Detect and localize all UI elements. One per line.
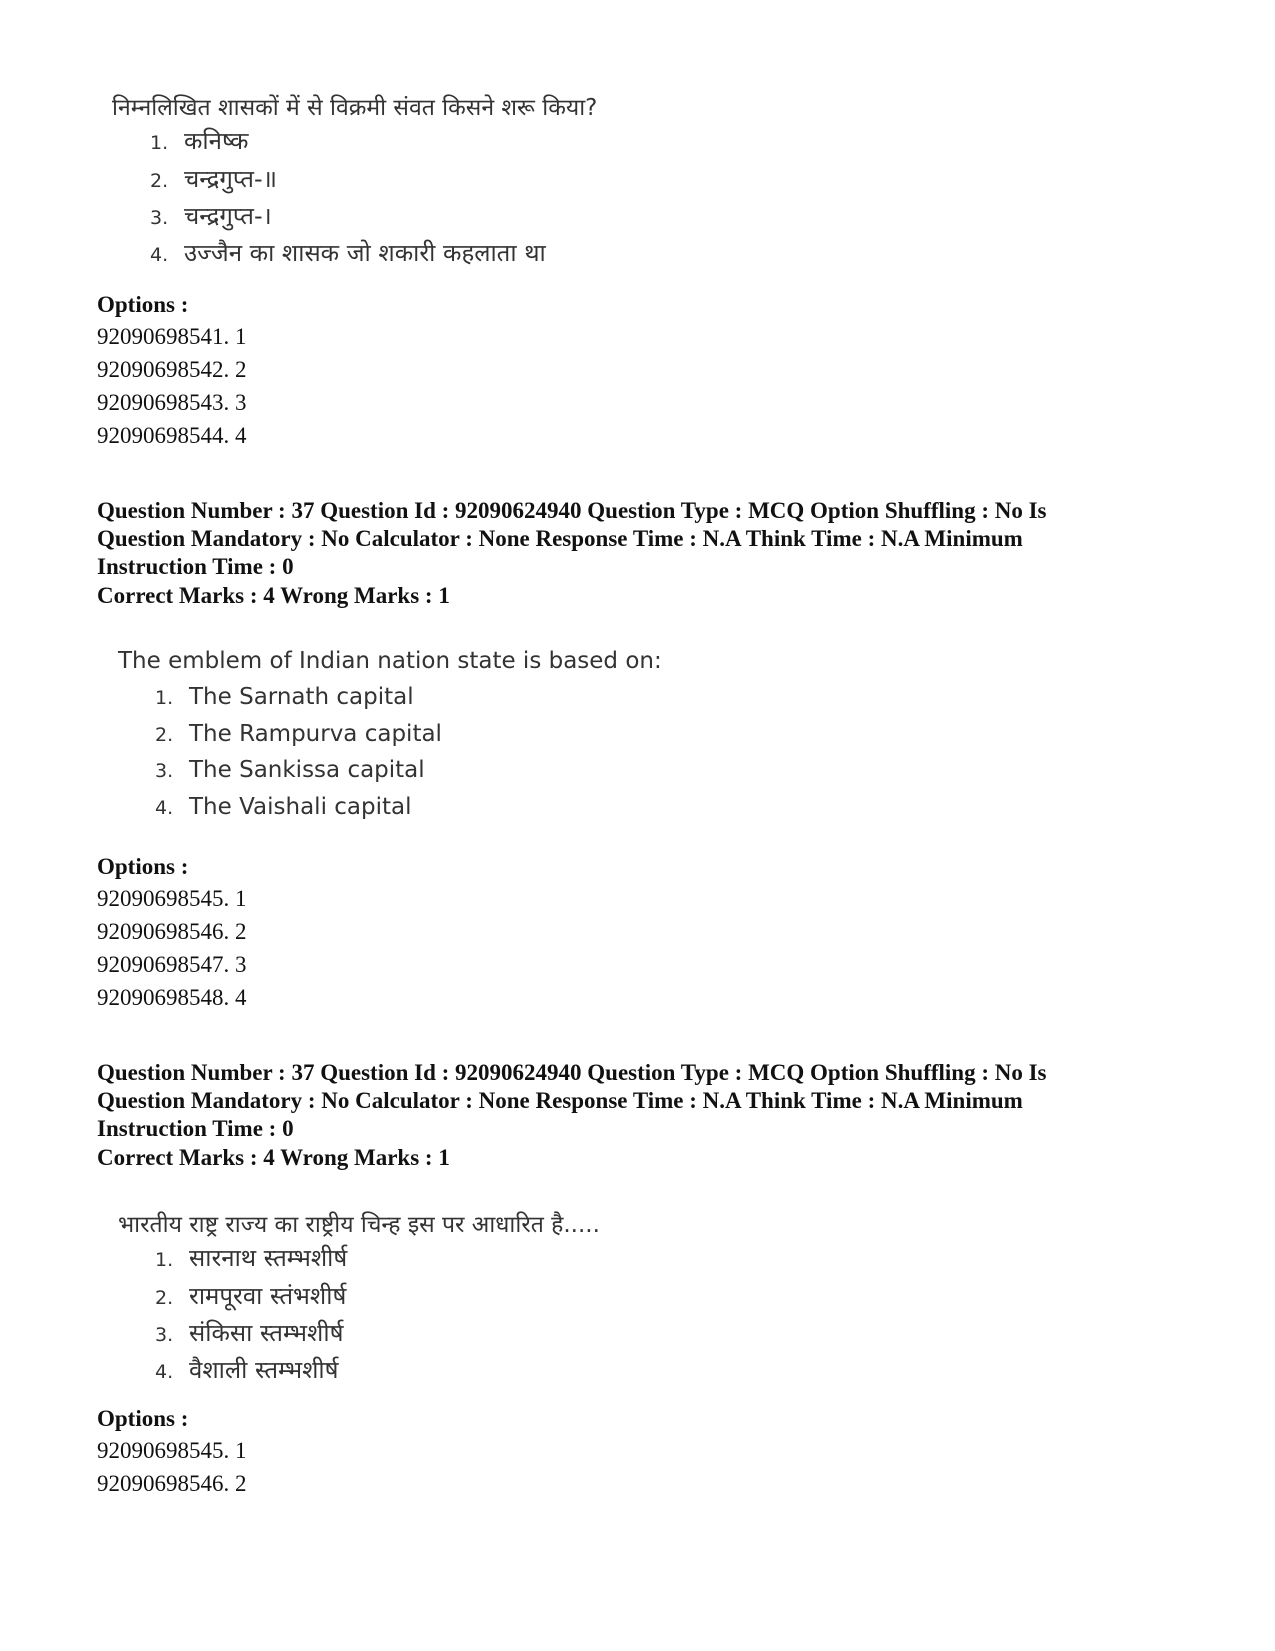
choice-number: 2. [155,724,174,746]
options-label: Options : [97,854,189,879]
options-label: Options : [97,1406,189,1431]
option-row: 92090698546. 2 [97,1471,247,1496]
choice-number: 1. [155,687,174,709]
choice-text: संकिसा स्तम्भशीर्ष [189,1319,344,1347]
choice-text: रामपूरवा स्तंभशीर्ष [189,1282,347,1310]
marks-info: Correct Marks : 4 Wrong Marks : 1 [97,583,450,608]
question-choice-1 [155,684,414,710]
choice-number: 1. [155,1249,174,1271]
question-choice-4 [155,1353,339,1386]
question-choice-3 [155,1316,343,1349]
option-row: 92090698548. 4 [97,985,247,1010]
question-stem-hindi-emblem: भारतीय राष्ट्र राज्य का राष्ट्रीय चिन्ह इस पर आधारित है..... [118,1212,600,1238]
option-row: 92090698542. 2 [97,357,247,382]
question-metadata: Question Number : 37 Question Id : 92090624940 Question Type : MCQ Option Shuffling : No Is Question Mandatory : No Calculator : None Response Time : N.A Think Time : N.A Minimum Instruction Time : 0 [97,1060,1047,1141]
options-label: Options : [97,292,189,317]
marks-info: Correct Marks : 4 Wrong Marks : 1 [97,1145,450,1170]
option-row: 92090698541. 1 [97,324,247,349]
choice-number: 3. [155,760,174,782]
question-stem-hindi-vikram-samvat: निम्नलिखित शासकों में से विक्रमी संवत किसने शरू किया? [112,95,598,121]
question-choice-1 [150,124,248,157]
question-choice-4 [150,236,546,269]
question-choice-2 [155,721,442,747]
option-row: 92090698545. 1 [97,886,247,911]
question-metadata: Question Number : 37 Question Id : 92090624940 Question Type : MCQ Option Shuffling : No Is Question Mandatory : No Calculator : None Response Time : N.A Think Time : N.A Minimum Instruction Time : 0 [97,498,1047,579]
question-choice-2 [155,1279,346,1312]
option-row: 92090698546. 2 [97,919,247,944]
choice-text: The Rampurva capital [189,721,442,747]
option-row: 92090698543. 3 [97,390,247,415]
choice-text: कनिष्क [184,127,249,155]
option-row: 92090698545. 1 [97,1438,247,1463]
choice-text: The Sankissa capital [189,757,425,783]
choice-text: वैशाली स्तम्भशीर्ष [189,1356,339,1384]
question-choice-2 [150,162,277,195]
choice-number: 4. [155,1361,174,1383]
question-choice-4 [155,794,412,820]
choice-number: 4. [155,797,174,819]
choice-text: चन्द्रगुप्त-। [184,202,272,230]
choice-text: The Sarnath capital [189,684,414,710]
choice-number: 2. [150,170,169,192]
question-stem-emblem: The emblem of Indian nation state is based on: [118,648,662,674]
choice-text: चन्द्रगुप्त-॥ [184,165,278,193]
choice-text: उज्जैन का शासक जो शकारी कहलाता था [184,239,546,267]
choice-number: 2. [155,1287,174,1309]
option-row: 92090698547. 3 [97,952,247,977]
choice-number: 3. [155,1324,174,1346]
option-row: 92090698544. 4 [97,423,247,448]
choice-text: The Vaishali capital [189,794,412,820]
question-choice-1 [155,1241,347,1274]
question-choice-3 [150,199,272,232]
choice-number: 1. [150,132,169,154]
choice-text: सारनाथ स्तम्भशीर्ष [189,1244,348,1272]
choice-number: 4. [150,244,169,266]
choice-number: 3. [150,207,169,229]
question-choice-3 [155,757,425,783]
